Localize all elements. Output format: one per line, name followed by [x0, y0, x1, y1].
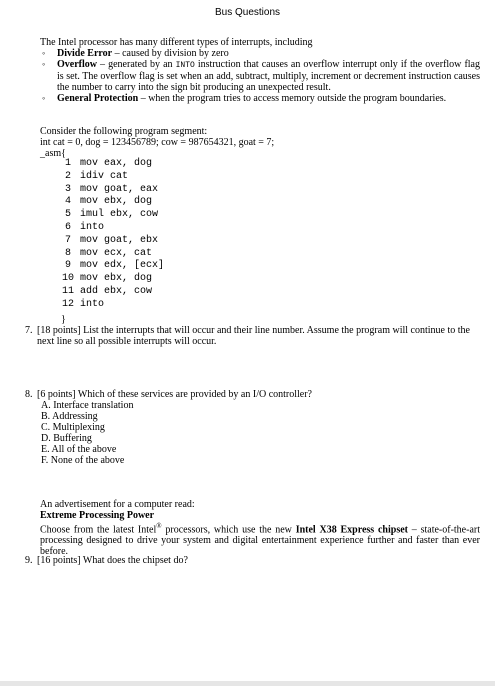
- line-code: mov ebx, dog: [80, 273, 153, 285]
- answer-options: [41, 400, 133, 466]
- line-code: mov eax, dog: [80, 158, 153, 169]
- ad-body: [40, 521, 480, 557]
- interrupt-name: General Protection: [57, 93, 139, 104]
- answer-option: E. All of the above: [41, 444, 117, 455]
- line-number: 1: [64, 158, 71, 169]
- line-number: 12: [61, 298, 74, 310]
- question-text: [18 points] List the interrupts that will occur and their line number. Assume the program will continue to the next line so all possible interrupts will occur.: [37, 325, 470, 347]
- question-number: 7.: [25, 325, 33, 336]
- code-line: [56, 196, 260, 209]
- interrupt-list: [40, 48, 480, 104]
- interrupt-desc: – when the program tries to access memory outside the program boundaries.: [138, 93, 447, 104]
- bullet-icon: ◦: [42, 93, 46, 103]
- list-item: [40, 93, 480, 104]
- code-listing: [56, 158, 260, 312]
- line-number: 6: [64, 221, 71, 233]
- line-number: 10: [61, 273, 74, 285]
- code-line: [56, 184, 260, 197]
- interrupt-name: Overflow: [57, 59, 97, 70]
- question-number: 8.: [25, 389, 33, 400]
- line-number: 4: [64, 196, 71, 208]
- question-9: [25, 555, 480, 566]
- bullet-icon: ◦: [42, 59, 46, 69]
- line-code: into: [80, 221, 105, 233]
- line-number: 8: [64, 247, 71, 259]
- ad-text: Choose from the latest Intel: [40, 524, 157, 536]
- code-line: [56, 209, 260, 222]
- line-code: mov goat, ebx: [80, 234, 159, 246]
- answer-option: B. Addressing: [41, 411, 98, 422]
- list-item: [40, 59, 480, 93]
- line-code: add ebx, cow: [80, 285, 153, 297]
- registered-mark: ®: [156, 522, 162, 530]
- advertisement: [40, 499, 480, 557]
- interrupt-desc-cont: instruction that causes an overflow interrupt only if the overflow flag is set. The overflow flag is set when an add, subtract, multiply, increment or decrement instruction causes the number to carry into the sign bit producing an unexpected result.: [57, 59, 480, 93]
- interrupt-intro: [40, 37, 480, 104]
- question-8: [25, 389, 480, 400]
- question-7: [25, 325, 480, 347]
- segment-heading: Consider the following program segment:: [40, 126, 208, 137]
- ad-title: Extreme Processing Power: [40, 510, 155, 521]
- code-line: [56, 235, 260, 248]
- code-line: [56, 286, 260, 299]
- code-line: [56, 260, 260, 273]
- line-number: 3: [64, 183, 71, 195]
- question-number: 9.: [25, 555, 33, 566]
- answer-option: C. Multiplexing: [41, 422, 105, 433]
- list-item: [40, 48, 480, 59]
- line-code: into: [80, 298, 105, 310]
- code-line: [56, 171, 260, 184]
- answer-option: A. Interface translation: [41, 400, 134, 411]
- code-line: [56, 222, 260, 235]
- interrupt-code: INTO: [175, 61, 195, 70]
- interrupt-desc: – generated by an: [97, 59, 176, 70]
- ad-lead: An advertisement for a computer read:: [40, 499, 195, 510]
- line-number: 7: [64, 234, 71, 246]
- question-text: [6 points] Which of these services are provided by an I/O controller?: [37, 389, 312, 400]
- line-code: imul ebx, cow: [80, 209, 159, 221]
- code-line: [56, 299, 260, 312]
- line-number: 2: [64, 170, 71, 182]
- ad-text: processors, which use the new: [161, 524, 296, 536]
- page-bottom-edge: [0, 681, 495, 686]
- line-number: 9: [64, 260, 71, 272]
- line-code: mov edx, [ecx]: [80, 260, 165, 272]
- interrupt-name: Divide Error: [57, 48, 113, 59]
- asm-open: _asm{: [40, 148, 66, 159]
- code-line: [56, 248, 260, 261]
- answer-option: D. Buffering: [41, 433, 92, 444]
- page-header: Bus Questions: [214, 7, 281, 18]
- line-code: mov ebx, dog: [80, 196, 153, 208]
- line-code: idiv cat: [80, 170, 129, 182]
- answer-option: F. None of the above: [41, 455, 125, 466]
- code-line: [56, 273, 260, 286]
- line-code: mov goat, eax: [80, 183, 159, 195]
- intro-text: The Intel processor has many different types of interrupts, including: [40, 37, 313, 48]
- bullet-icon: ◦: [42, 48, 46, 58]
- code-line: [56, 158, 260, 171]
- program-segment: [40, 126, 480, 159]
- line-number: 5: [64, 209, 71, 221]
- line-number: 11: [61, 285, 74, 297]
- asm-close: }: [61, 314, 66, 325]
- line-code: mov ecx, cat: [80, 247, 153, 259]
- ad-chipset: Intel X38 Express chipset: [295, 524, 408, 536]
- ad-text: – state-of-the-art processing designed to drive your system and digital entertainment experience further and faster than ever before.: [40, 524, 480, 558]
- question-text: [16 points] What does the chipset do?: [37, 555, 188, 566]
- variable-declaration: int cat = 0, dog = 123456789; cow = 987654321, goat = 7;: [40, 137, 275, 148]
- interrupt-desc: – caused by division by zero: [112, 48, 229, 59]
